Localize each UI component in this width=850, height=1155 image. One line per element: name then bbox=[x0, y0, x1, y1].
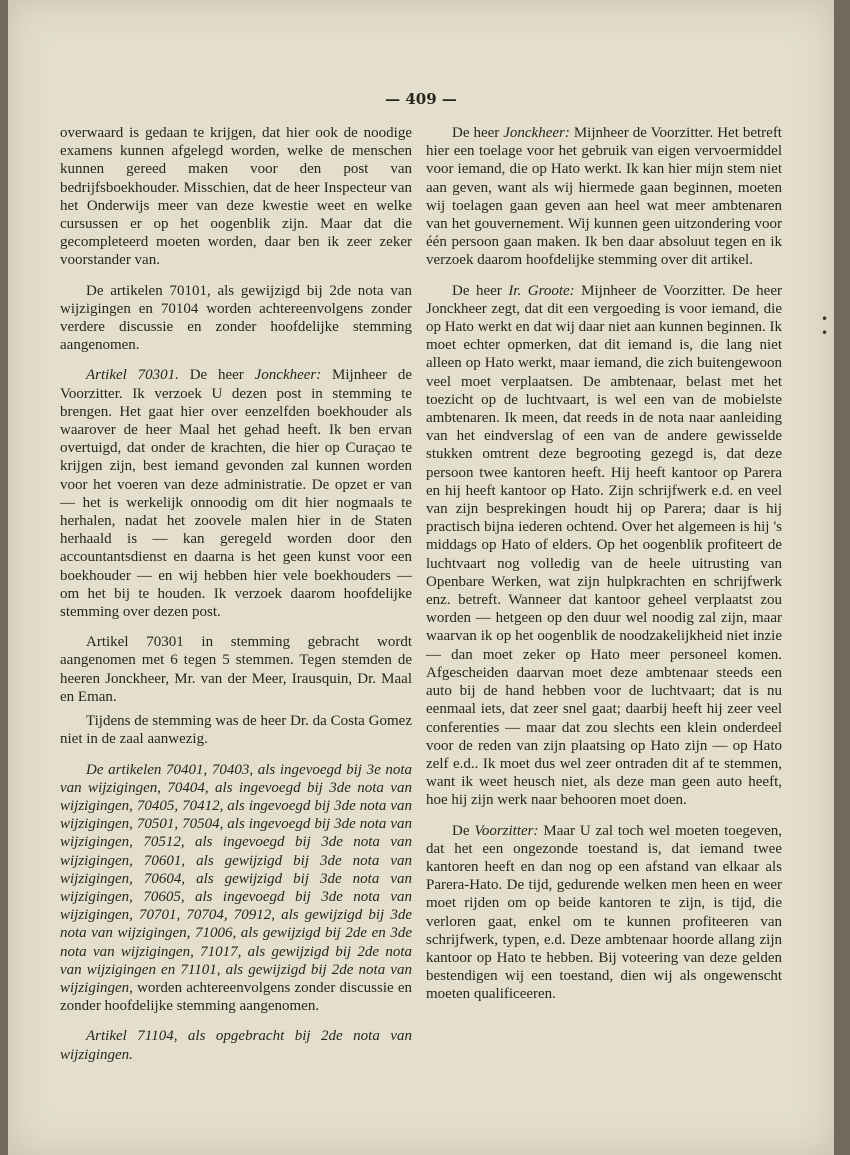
paragraph-text: De heer bbox=[178, 367, 255, 384]
right-paragraph-2 bbox=[426, 282, 782, 810]
speaker-name: Jonckheer: bbox=[254, 367, 322, 384]
left-paragraph-2: De artikelen 70101, als gewijzigd bij 2de nota van wijzigingen en 70104 worden achtereenvolgens zonder verdere discussie en zonder hoofdelijke stemming aangenomen. bbox=[60, 282, 412, 354]
left-column bbox=[60, 124, 412, 1064]
right-paragraph-3 bbox=[426, 822, 782, 1004]
left-paragraph-1: overwaard is gedaan te krijgen, dat hier ook de noodige examens kunnen afgelegd worden, welke de menschen kunnen gereed maken voor den post van bedrijfsboekhouder. Misschien, dat de heer Inspecteur van het Onderwijs meer van deze kwestie weet en welke cursussen er op het oogenblik zijn. Maar dat die gecompleteerd moeten worden, daar ben ik zeer zeker voorstander van. bbox=[60, 125, 412, 269]
paragraph-text: De heer bbox=[452, 125, 504, 141]
article-label: Artikel 70301. bbox=[86, 367, 179, 384]
paragraph-text: worden achtereenvolgens zonder discussie en zonder hoofdelijke stemming aangenomen. bbox=[60, 979, 412, 1015]
speaker-name: Ir. Groote: bbox=[508, 282, 575, 299]
margin-marks: • • bbox=[821, 312, 841, 340]
page-number: — 409 — bbox=[385, 90, 457, 108]
left-paragraph-3 bbox=[60, 366, 412, 621]
document-page bbox=[8, 0, 841, 1155]
paragraph-text: De bbox=[452, 822, 475, 839]
left-paragraph-5: Tijdens de stemming was de heer Dr. da Costa Gomez niet in de zaal aanwezig. bbox=[60, 713, 412, 748]
speaker-name: Jonckheer: bbox=[503, 125, 570, 141]
paragraph-text: De heer bbox=[452, 282, 509, 299]
italic-articles: De artikelen 70401, 70403, als ingevoegd bij 3e nota van wijzigingen, 70404, als ingevoegd bij 3de nota van wijzigingen, 70405, 70412, als ingevoegd bij 3de nota van wijzigingen, 70501, 70504, als ingevoegd bij 3de nota van wijzigingen, 70512, als ingevoegd bij 3de nota van wijzigingen, 70601, als gewijzigd bij 3de nota van wijzigingen, 70604, als gewijzigd bij 3de nota van wijzigingen, 70605, als ingevoegd bij 3de nota van wijzigingen, 70701, 70704, 70912, als gewijzigd bij 3de nota van wijzigingen, 71006, als gewijzigd bij 2de en 3de nota van wijzigingen, 71017, als gewijzigd bij 2de nota van wijzigingen en 71101, als gewijzigd bij 2de nota van wijzigingen, bbox=[60, 761, 412, 996]
speaker-name: Voorzitter: bbox=[474, 822, 539, 839]
right-column bbox=[426, 124, 782, 1004]
left-paragraph-4: Artikel 70301 in stemming gebracht wordt aangenomen met 6 tegen 5 stemmen. Tegen stemden de heeren Jonckheer, Mr. van der Meer, Irausquin, Dr. Maal en Eman. bbox=[60, 634, 412, 705]
paragraph-text: Mijnheer de Voorzitter. Ik verzoek U dezen post in stemming te brengen. Het gaat hier over eenzelfden boekhouder als waarover de heer Maal het gehad heeft. Ik ben ervan overtuigd, dat onder de krachten, die hier op Curaçao te krijgen zijn, best iemand gevonden zal kunnen worden voor het voeren van deze administratie. De opzet er van — het is werkelijk onnoodig om dit hier nogmaals te herhalen, nadat het zoovele malen hier in de Staten herhaald is — kan geregeld worden door den accountantsdienst en daarna is het geen kunst voor een boekhouder — en wij hebben hier vele boekhouders — om het bij te houden. Ik verzoek daarom hoofdelijke stemming over dezen post. bbox=[60, 367, 413, 621]
paragraph-text: Maar U zal toch wel moeten toegeven, dat het een ongezonde toestand is, dat iemand twee kantoren heeft en dan nog op een afstand van elkaar als Parera-Hato. De tijd, gedurende welken men heen en weer moet rijden om op beide kantoren te zijn, is tijd, die verloren gaat, enkel om te kunnen profiteeren van schrijfwerk, typen, e.d. Deze ambtenaar hoorde allang zijn kantoor op Hato te hebben. Bij voteering van deze gelden bestendigen wij een toestand, dien wij als ongewenscht moeten qualificeeren. bbox=[426, 822, 782, 1003]
right-paragraph-1 bbox=[426, 124, 782, 270]
left-paragraph-7 bbox=[60, 1027, 412, 1063]
paragraph-text: Mijnheer de Voorzitter. Het betreft hier een toelage voor het gebruik van eigen vervoermiddel voor iemand, die op Hato werkt. Ik kan hier mijn stem niet aan geven, want als wij hiermede gaan beginnen, moeten wij toelagen gaan geven aan heel wat meer ambtenaren van het gouvernement. Wij kunnen geen uitzondering voor één persoon gaan maken. Ik ben daar absoluut tegen en ik verzoek daarom hoofdelijke stemming over dit artikel. bbox=[426, 125, 782, 269]
left-paragraph-6 bbox=[60, 761, 412, 1016]
italic-article: Artikel 71104, als opgebracht bij 2de nota van wijzigingen. bbox=[60, 1028, 412, 1063]
paragraph-text: Mijnheer de Voorzitter. De heer Jonckheer zegt, dat dit een vergoeding is voor iemand, die op Hato werkt en dat wij daar niet aan kunnen beginnen. Ik moet echter opmerken, dat dit iemand is, die lang niet alleen op Hato werkt, maar iemand, die zich buitengewoon veel moet verplaatsen. De ambtenaar, belast met het toezicht op de luchtvaart, is wel een van de mobielste ambtenaren. Ik meen, dat reeds in de nota naar aanleiding van het eindverslag of een van de andere gewisselde stukken omtrent deze begrooting gezegd is, dat deze persoon twee kantoren heeft. Hij heeft kantoor op Parera en hij heeft kantoor op Hato. Zijn schrijfwerk e.d. en veel van zijn besprekingen houdt hij op Parera; daar is hij practisch bijna iederen ochtend. Over het algemeen is hij 's middags op Hato of elders. Op het oogenblik profiteert de luchtvaart nog volledig van de heele uitrusting van Openbare Werken, wat zijn hulpkrachten en schrijfwerk enz. betreft. Wanneer dat kantoor geheel verplaatst zou worden — hetgeen op den duur wel noodig zal zijn, maar waarvan ik op het oogenblik de noodzakelijkheid niet inzie — dan moet zeker op Hato meer personeel komen. Afgescheiden daarvan moet deze ambtenaar steeds een auto bij de hand hebben voor de luchtvaart; dat is nu eenmaal iets, dat zeer snel gaat; daarbij heeft hij zeer veel conferenties — maar dat zou slechts een klein onderdeel voor de reden van zijn plaatsing op Hato zijn — op Hato zelf e.d.. Ik moet dus wel zeer ontraden dit af te stemmen, want ik weet heusch niet, als deze man geen auto heeft, hoe hij zijn werk naar behooren moet doen. bbox=[426, 282, 782, 809]
